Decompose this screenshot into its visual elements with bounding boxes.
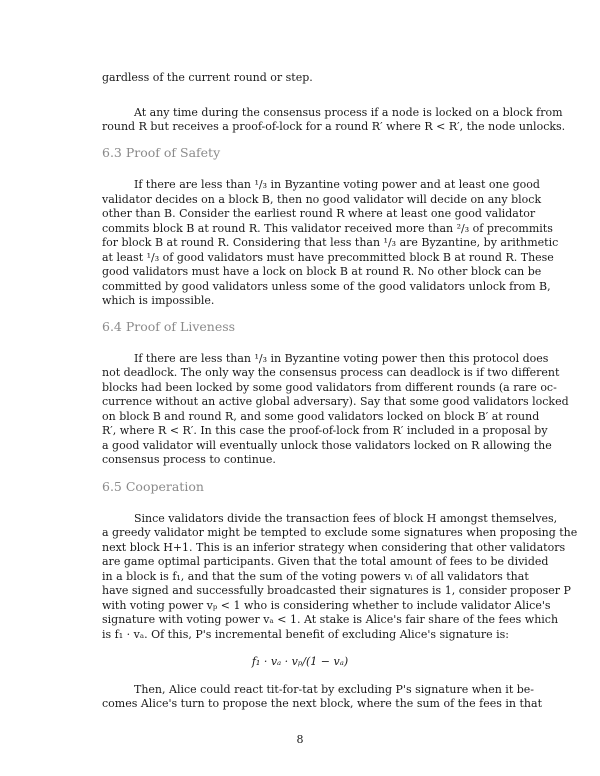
text-line: validator decides on a block B, then no good validator will decide on any block: [102, 193, 542, 206]
text-line: not deadlock. The only way the consensus process can deadlock is if two different: [102, 366, 560, 379]
text-line: currence without an active global adversary). Say that some good validators locked: [102, 395, 569, 408]
section-heading: 6.4 Proof of Liveness: [102, 319, 236, 334]
text-line: commits block B at round R. This validator received more than ²/₃ of precommits: [102, 222, 553, 235]
text-line: comes Alice's turn to propose the next block, where the sum of the fees in that: [102, 697, 542, 710]
text-line: If there are less than ¹/₃ in Byzantine voting power and at least one good: [134, 178, 540, 191]
section-heading: 6.5 Cooperation: [102, 479, 204, 494]
text-line: a greedy validator might be tempted to exclude some signatures when proposing the: [102, 526, 578, 539]
text-line: next block H+1. This is an inferior strategy when considering that other validators: [102, 541, 566, 554]
text-line: signature with voting power vₐ < 1. At stake is Alice's fair share of the fees which: [102, 613, 559, 626]
text-line: are game optimal participants. Given that the total amount of fees to be divided: [102, 555, 549, 568]
text-line: committed by good validators unless some of the good validators unlock from B,: [102, 280, 551, 293]
text-line: gardless of the current round or step.: [102, 71, 313, 84]
text-line: Since validators divide the transaction fees of block H amongst themselves,: [134, 512, 558, 525]
section-heading: 6.3 Proof of Safety: [102, 145, 221, 160]
text-line: for block B at round R. Considering that less than ¹/₃ are Byzantine, by arithmetic: [102, 236, 559, 249]
formula: f₁ · vₐ · vₚ/(1 − vₐ): [251, 655, 349, 668]
text-line: in a block is f₁, and that the sum of the voting powers vᵢ of all validators that: [102, 570, 529, 583]
text-line: Then, Alice could react tit-for-tat by excluding P's signature when it be-: [134, 683, 535, 696]
page-number: 8: [296, 733, 304, 746]
text-line: which is impossible.: [102, 294, 215, 307]
text-line: At any time during the consensus process if a node is locked on a block from: [134, 106, 563, 119]
text-line: R′, where R < R′. In this case the proof-of-lock from R′ included in a proposal by: [102, 424, 548, 437]
text-line: good validators must have a lock on block B at round R. No other block can be: [102, 265, 542, 278]
text-line: If there are less than ¹/₃ in Byzantine voting power then this protocol does: [134, 352, 549, 365]
text-line: round R but receives a proof-of-lock for a round R′ where R < R′, the node unlocks.: [102, 120, 566, 133]
text-line: blocks had been locked by some good validators from different rounds (a rare oc-: [102, 381, 557, 394]
text-line: is f₁ · vₐ. Of this, P's incremental benefit of excluding Alice's signature is:: [102, 628, 509, 641]
text-line: a good validator will eventually unlock those validators locked on R allowing the: [102, 439, 552, 452]
text-line: at least ¹/₃ of good validators must have precommitted block B at round R. These: [102, 251, 554, 264]
text-line: consensus process to continue.: [102, 453, 276, 466]
text-line: have signed and successfully broadcasted their signatures is 1, consider proposer P: [102, 584, 571, 597]
text-line: with voting power vₚ < 1 who is considering whether to include validator Alice's: [102, 599, 551, 612]
text-line: on block B and round R, and some good validators locked on block B′ at round: [102, 410, 540, 423]
text-line: other than B. Consider the earliest round R where at least one good validator: [102, 207, 536, 220]
